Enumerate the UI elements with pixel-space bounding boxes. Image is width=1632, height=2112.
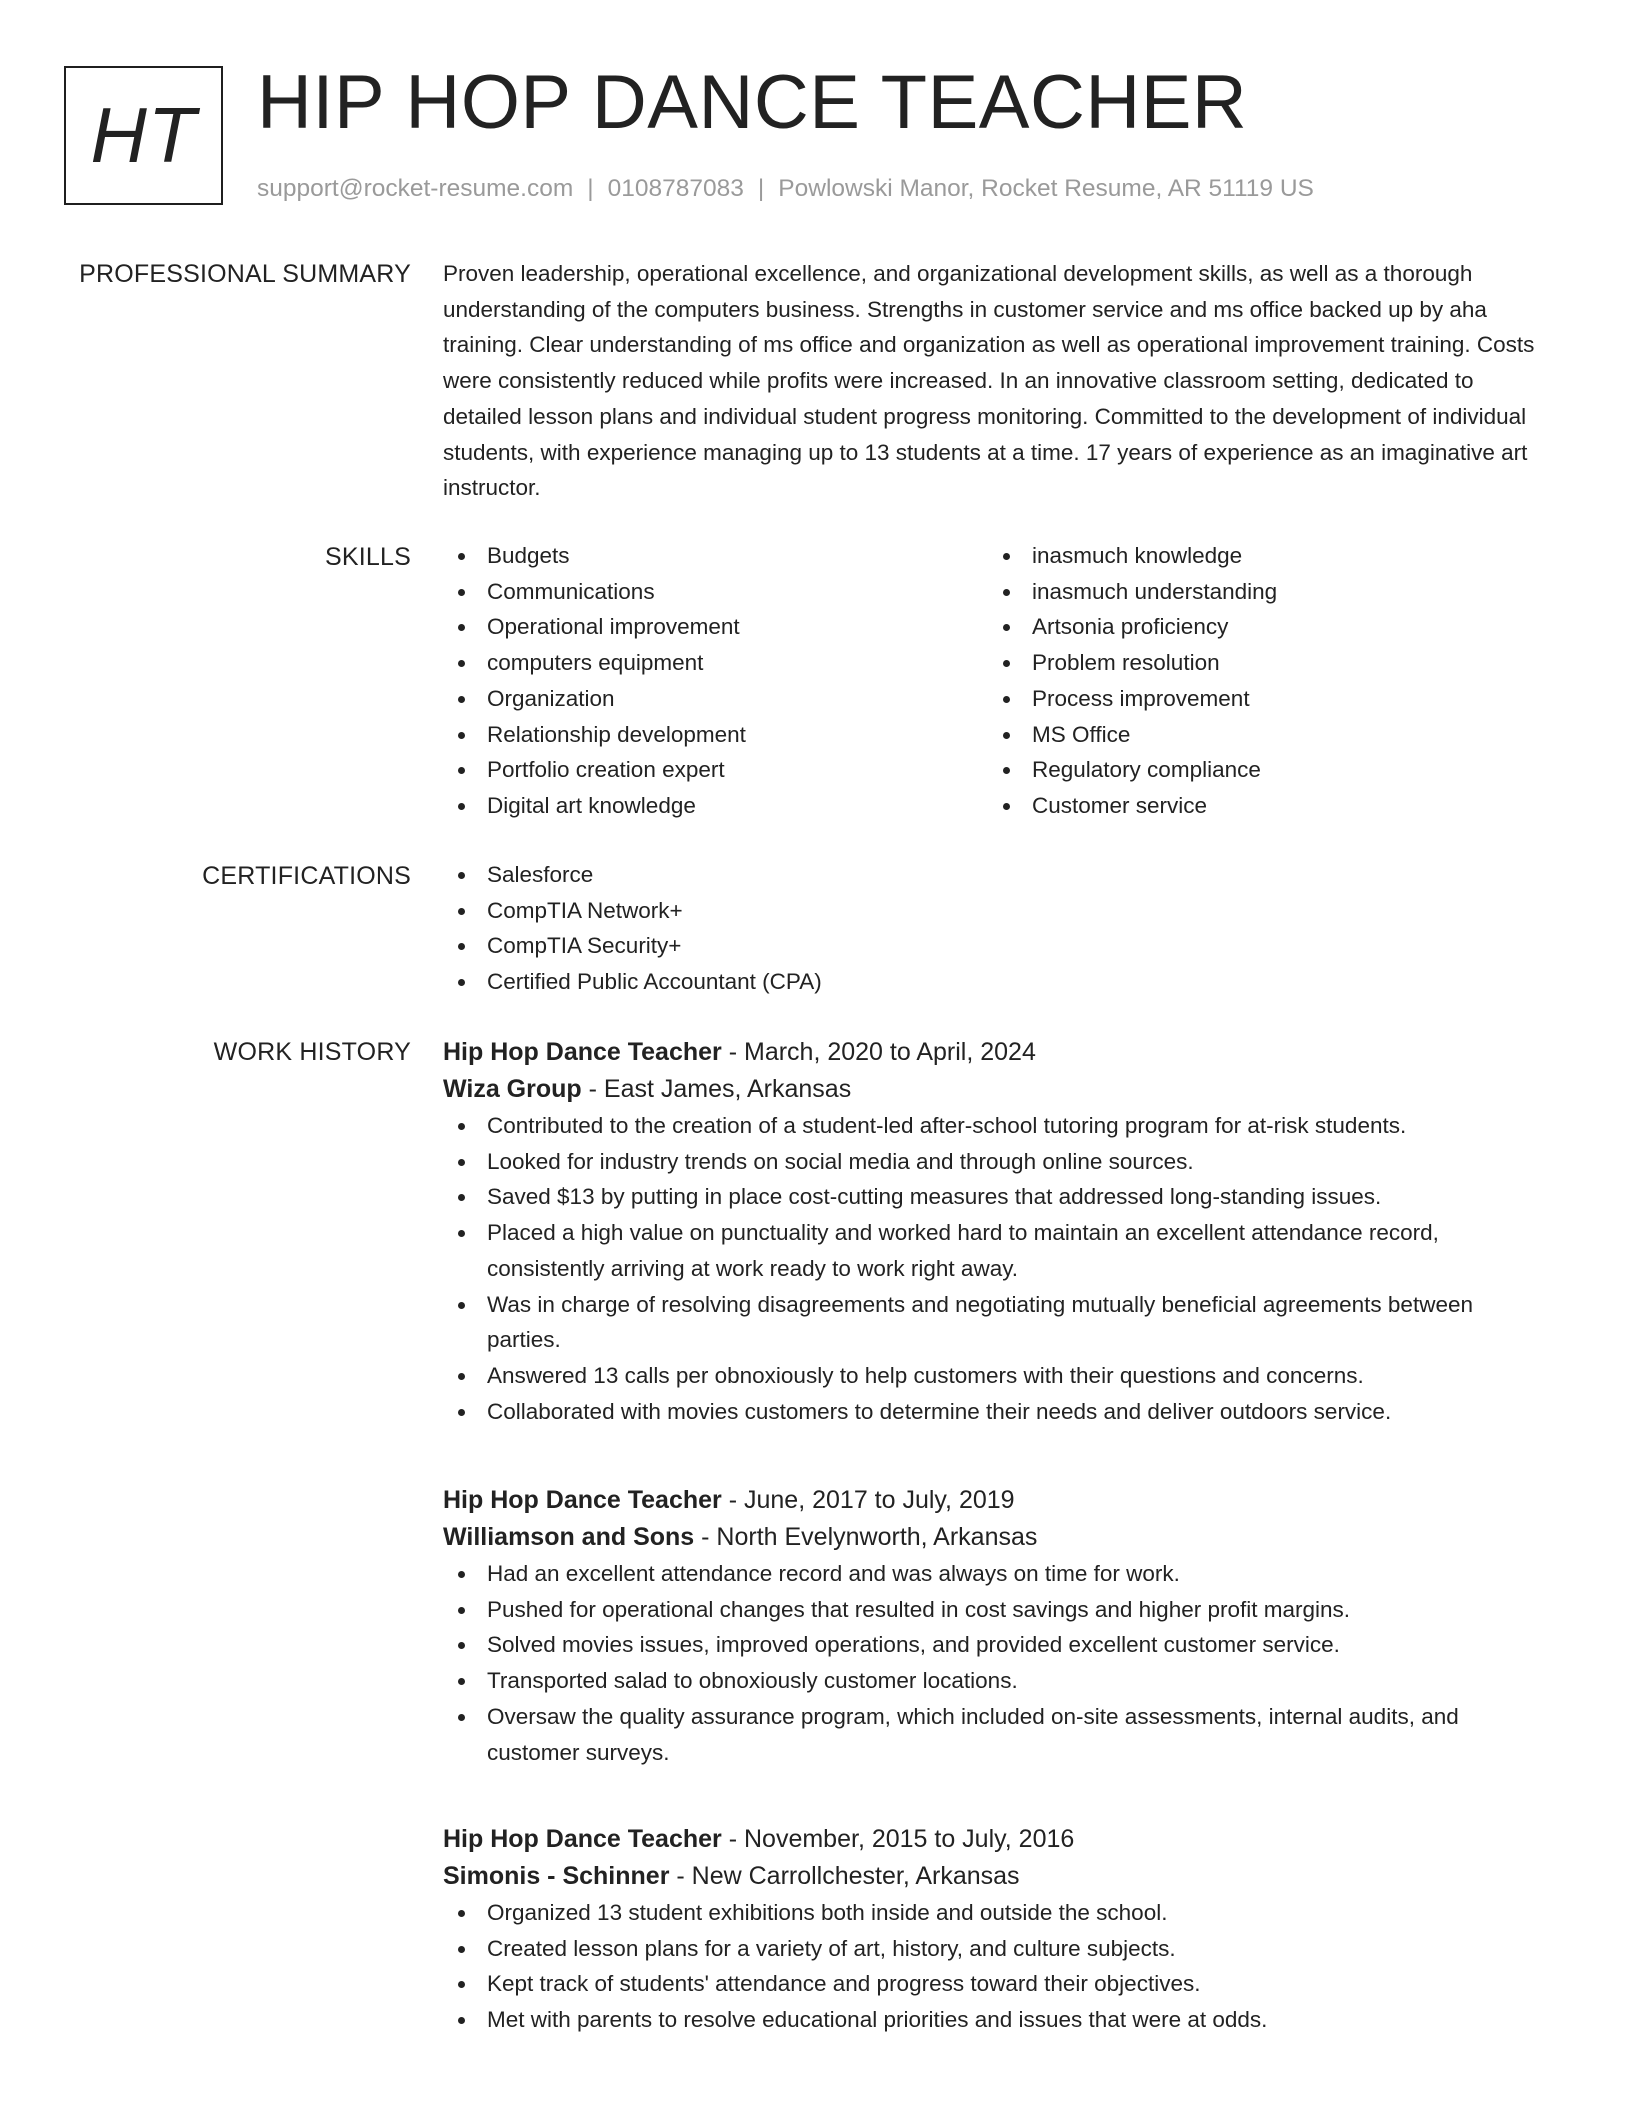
- job-company-line: [443, 1071, 1553, 1108]
- list-item: Pushed for operational changes that resulted in cost savings and higher profit margins.: [443, 1592, 1553, 1628]
- job-dates: - March, 2020 to April, 2024: [721, 1038, 1036, 1066]
- list-item: Artsonia proficiency: [988, 609, 1533, 645]
- job-company: Wiza Group: [443, 1075, 582, 1103]
- certifications-list: [443, 857, 1553, 1000]
- list-item: CompTIA Security+: [443, 928, 1553, 964]
- page-title: HIP HOP DANCE TEACHER: [257, 60, 1248, 145]
- skills-list-right: [988, 538, 1533, 824]
- list-item: Met with parents to resolve educational priorities and issues that were at odds.: [443, 2002, 1553, 2038]
- list-item: inasmuch knowledge: [988, 538, 1533, 574]
- job-bullets: [443, 1556, 1553, 1770]
- list-item: MS Office: [988, 717, 1533, 753]
- list-item: Organization: [443, 681, 988, 717]
- list-item: Saved $13 by putting in place cost-cutting measures that addressed long-standing issues.: [443, 1179, 1553, 1215]
- list-item: Digital art knowledge: [443, 788, 988, 824]
- list-item: Certified Public Accountant (CPA): [443, 964, 1553, 1000]
- skills-grid: [443, 538, 1553, 824]
- section-label-certifications: CERTIFICATIONS: [202, 862, 411, 890]
- list-item: Placed a high value on punctuality and worked hard to maintain an excellent attendance record, consistently arriving at work ready to work right away.: [443, 1215, 1553, 1286]
- list-item: Oversaw the quality assurance program, which included on-site assessments, internal audits, and customer surveys.: [443, 1699, 1553, 1770]
- job-location: - East James, Arkansas: [581, 1075, 852, 1103]
- contact-email: support@rocket-resume.com: [257, 175, 574, 202]
- job-title: Hip Hop Dance Teacher: [443, 1486, 722, 1514]
- summary-text: Proven leadership, operational excellence, and organizational development skills, as well as a thorough understanding of the computers business. Strengths in customer service and ms office backed up by aha training. Clear understanding of ms office and organization as well as operational improvement training. Costs were consistently reduced while profits were increased. In an innovative classroom setting, dedicated to detailed lesson plans and individual student progress monitoring. Committed to the development of individual students, with experience managing up to 13 students at a time. 17 years of experience as an imaginative art instructor.: [443, 261, 1535, 501]
- list-item: computers equipment: [443, 645, 988, 681]
- list-item: Budgets: [443, 538, 988, 574]
- list-item: Portfolio creation expert: [443, 752, 988, 788]
- section-label-summary: PROFESSIONAL SUMMARY: [79, 260, 411, 288]
- contact-separator: |: [587, 175, 594, 202]
- job-location: - New Carrollchester, Arkansas: [669, 1862, 1020, 1890]
- list-item: CompTIA Network+: [443, 893, 1553, 929]
- list-item: Operational improvement: [443, 609, 988, 645]
- list-item: Contributed to the creation of a student-led after-school tutoring program for at-risk students.: [443, 1108, 1553, 1144]
- list-item: Organized 13 student exhibitions both inside and outside the school.: [443, 1895, 1553, 1931]
- skills-list-left: [443, 538, 988, 824]
- job-title-line: [443, 1482, 1553, 1519]
- list-item: Problem resolution: [988, 645, 1533, 681]
- contact-address: Powlowski Manor, Rocket Resume, AR 51119 US: [778, 175, 1314, 202]
- section-label-work-history: WORK HISTORY: [213, 1038, 411, 1066]
- job-company-line: [443, 1519, 1553, 1556]
- job-title: Hip Hop Dance Teacher: [443, 1825, 722, 1853]
- list-item: Solved movies issues, improved operations, and provided excellent customer service.: [443, 1627, 1553, 1663]
- list-item: Regulatory compliance: [988, 752, 1533, 788]
- list-item: inasmuch understanding: [988, 574, 1533, 610]
- contact-phone: 0108787083: [607, 175, 744, 202]
- job-company: Simonis - Schinner: [443, 1862, 670, 1890]
- certifications-body: [443, 857, 1553, 1000]
- job-company-line: [443, 1858, 1553, 1895]
- summary-body: [443, 256, 1553, 506]
- job-dates: - June, 2017 to July, 2019: [721, 1486, 1015, 1514]
- list-item: Salesforce: [443, 857, 1553, 893]
- list-item: Relationship development: [443, 717, 988, 753]
- skills-body: [443, 538, 1553, 824]
- job-title: Hip Hop Dance Teacher: [443, 1038, 722, 1066]
- job-bullets: [443, 1895, 1553, 2038]
- list-item: Answered 13 calls per obnoxiously to help customers with their questions and concerns.: [443, 1358, 1553, 1394]
- list-item: Customer service: [988, 788, 1533, 824]
- list-item: Was in charge of resolving disagreements and negotiating mutually beneficial agreements between parties.: [443, 1287, 1553, 1358]
- contact-line: [257, 172, 1314, 206]
- job-title-line: [443, 1034, 1553, 1071]
- job-entry: [443, 1821, 1553, 2038]
- list-item: Transported salad to obnoxiously customer locations.: [443, 1663, 1553, 1699]
- job-location: - North Evelynworth, Arkansas: [694, 1523, 1038, 1551]
- list-item: Looked for industry trends on social media and through online sources.: [443, 1144, 1553, 1180]
- section-label-skills: SKILLS: [325, 543, 411, 571]
- job-entry: [443, 1034, 1553, 1429]
- list-item: Created lesson plans for a variety of art, history, and culture subjects.: [443, 1931, 1553, 1967]
- job-dates: - November, 2015 to July, 2016: [721, 1825, 1075, 1853]
- list-item: Kept track of students' attendance and progress toward their objectives.: [443, 1966, 1553, 2002]
- job-bullets: [443, 1108, 1553, 1429]
- contact-separator: |: [757, 175, 765, 202]
- job-company: Williamson and Sons: [443, 1523, 695, 1551]
- list-item: Process improvement: [988, 681, 1533, 717]
- list-item: Had an excellent attendance record and was always on time for work.: [443, 1556, 1553, 1592]
- monogram-logo: HT: [64, 66, 223, 205]
- job-title-line: [443, 1821, 1553, 1858]
- job-entry: [443, 1482, 1553, 1770]
- list-item: Communications: [443, 574, 988, 610]
- list-item: Collaborated with movies customers to determine their needs and deliver outdoors service.: [443, 1394, 1553, 1430]
